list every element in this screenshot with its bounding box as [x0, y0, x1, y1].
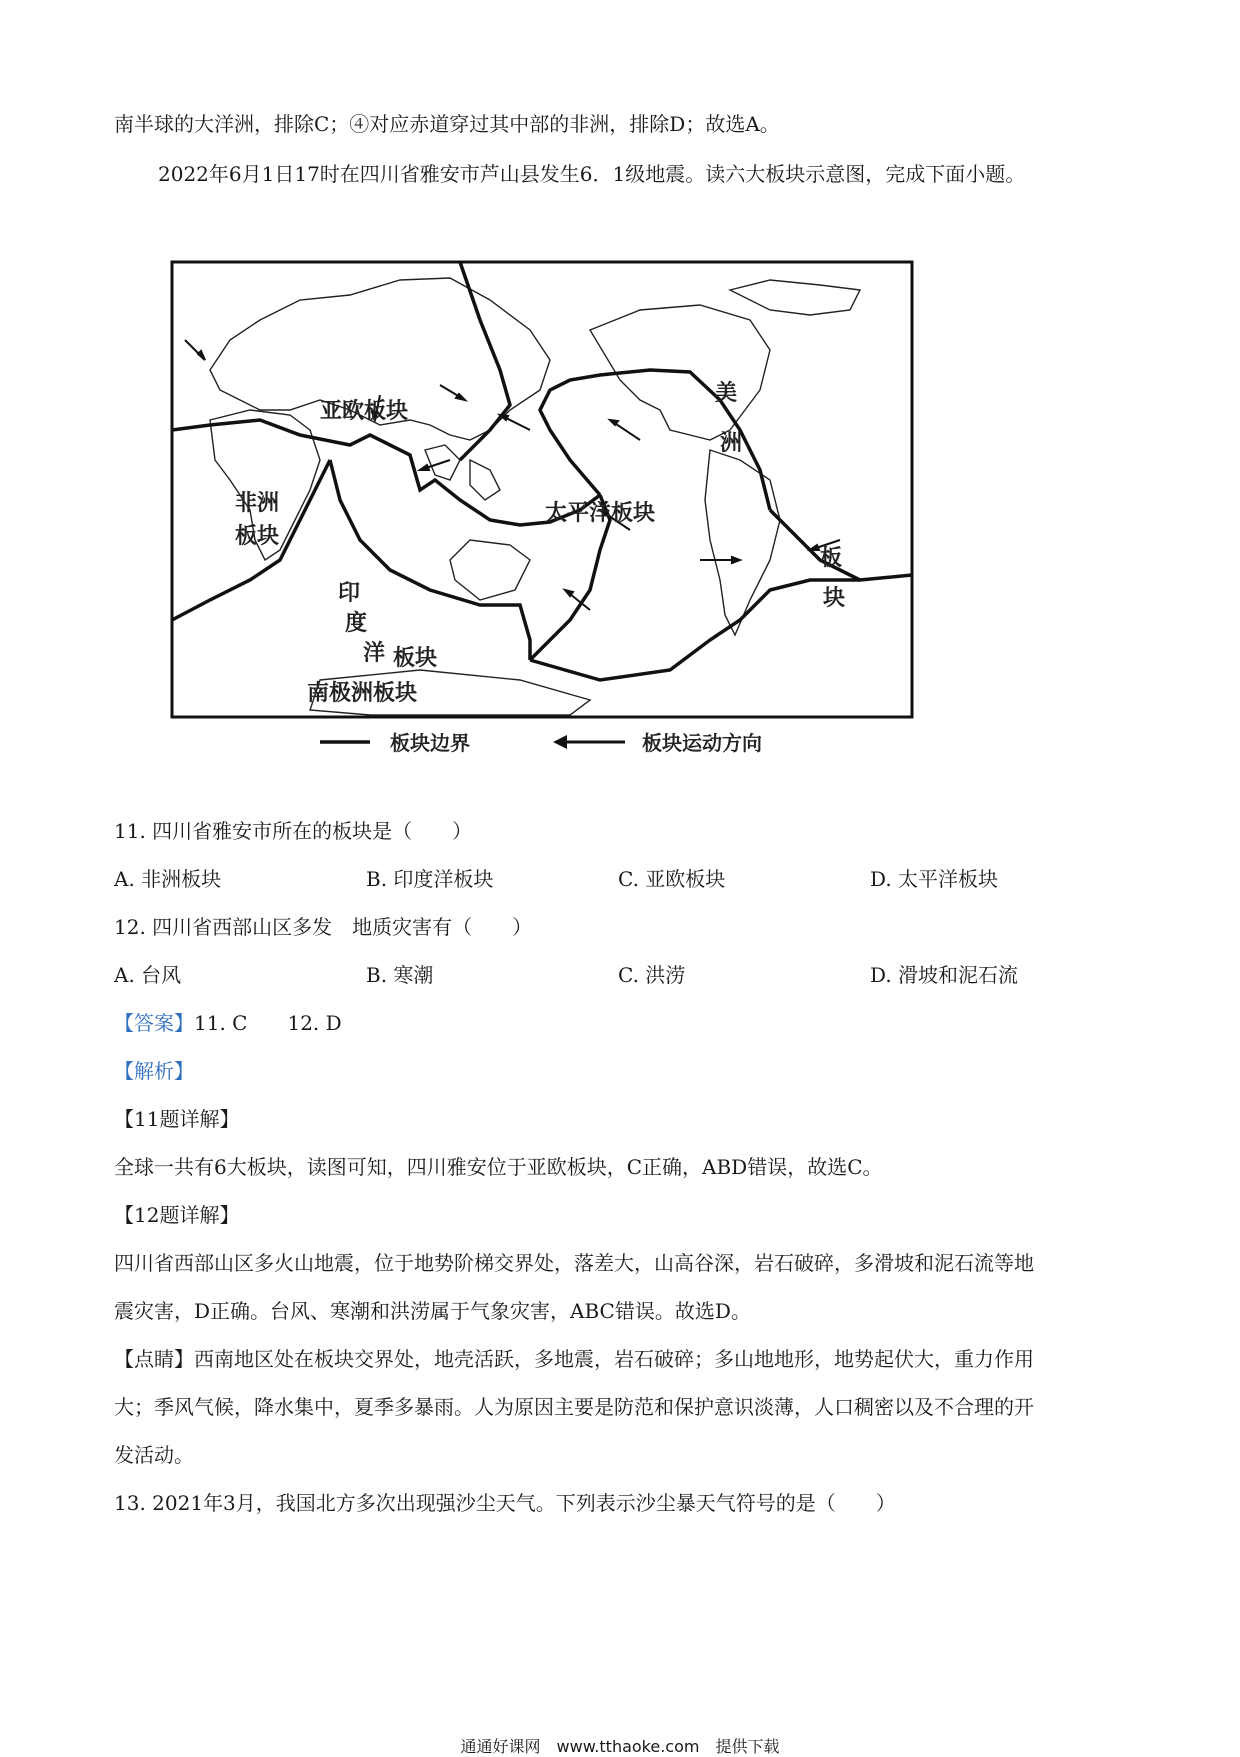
- legend-arrow-head-icon: [553, 735, 567, 749]
- label-african-plate-1: 非洲: [235, 491, 280, 516]
- q11-option-a: A. 非洲板块: [114, 867, 222, 891]
- answer-tag: 【答案】: [114, 1011, 194, 1035]
- label-american-plate-4: 块: [823, 586, 846, 611]
- point-line-2: 大；季风气候，降水集中，夏季多暴雨。人为原因主要是防范和保护意识淡薄，人口稠密以及不合理的开: [114, 1395, 1034, 1419]
- q11-option-d: D. 太平洋板块: [870, 867, 999, 891]
- label-eurasian-plate: 亚欧板块: [320, 399, 409, 424]
- intro-line-1: 南半球的大洋洲，排除C；④对应赤道穿过其中部的非洲，排除D；故选A。: [114, 112, 780, 136]
- legend-direction-label: 板块运动方向: [642, 731, 762, 755]
- answer-text: 11. C 12. D: [194, 1011, 342, 1035]
- q11-stem: 11. 四川省雅安市所在的板块是（ ）: [114, 819, 473, 843]
- detail12-line-2: 震灾害，D正确。台风、寒潮和洪涝属于气象灾害，ABC错误。故选D。: [114, 1299, 751, 1323]
- plate-map: [170, 260, 915, 760]
- label-indian-plate-3: 洋: [363, 641, 386, 666]
- point-line-3: 发活动。: [114, 1443, 194, 1467]
- detail12-line-1: 四川省西部山区多火山地震，位于地势阶梯交界处，落差大，山高谷深，岩石破碎，多滑坡和泥石流等地: [114, 1251, 1034, 1275]
- label-american-plate-1: 美: [715, 381, 738, 406]
- legend-boundary-label: 板块边界: [390, 731, 470, 755]
- label-american-plate-2: 洲: [720, 431, 743, 456]
- q12-option-c: C. 洪涝: [618, 963, 686, 987]
- point-line-1: [114, 1343, 1034, 1372]
- point-text-1: 西南地区处在板块交界处，地壳活跃，多地震，岩石破碎；多山地地形，地势起伏大，重力作用: [194, 1347, 1034, 1371]
- q12-option-a: A. 台风: [114, 963, 182, 987]
- answer-line: [114, 1007, 342, 1036]
- point-tag: 【点睛】: [114, 1347, 194, 1371]
- q11-option-b: B. 印度洋板块: [366, 867, 494, 891]
- label-indian-plate-1: 印: [338, 581, 361, 606]
- analysis-tag: 【解析】: [114, 1059, 194, 1083]
- q12-option-d: D. 滑坡和泥石流: [870, 963, 1019, 987]
- detail11-text: 全球一共有6大板块，读图可知，四川雅安位于亚欧板块，C正确，ABD错误，故选C。: [114, 1155, 883, 1179]
- label-american-plate-3: 板: [820, 546, 843, 571]
- label-pacific-plate: 太平洋板块: [545, 501, 656, 526]
- label-african-plate-2: 板块: [235, 524, 280, 549]
- q11-option-c: C. 亚欧板块: [618, 867, 726, 891]
- detail11-title: 【11题详解】: [114, 1107, 240, 1131]
- label-indian-plate-2: 度: [345, 611, 368, 636]
- label-indian-plate-4: 板块: [393, 646, 438, 671]
- detail12-title: 【12题详解】: [114, 1203, 240, 1227]
- q12-stem: 12. 四川省西部山区多发 地质灾害有（ ）: [114, 915, 533, 939]
- label-antarctic-plate: 南极洲板块: [307, 681, 418, 706]
- intro-line-2: 2022年6月1日17时在四川省雅安市芦山县发生6．1级地震。读六大板块示意图，完成下面小题。: [158, 162, 1026, 186]
- q13-stem: 13. 2021年3月，我国北方多次出现强沙尘天气。下列表示沙尘暴天气符号的是（ ）: [114, 1491, 896, 1515]
- page-footer: 通通好课网 www.tthaoke.com 提供下载: [460, 1737, 780, 1756]
- q12-option-b: B. 寒潮: [366, 963, 434, 987]
